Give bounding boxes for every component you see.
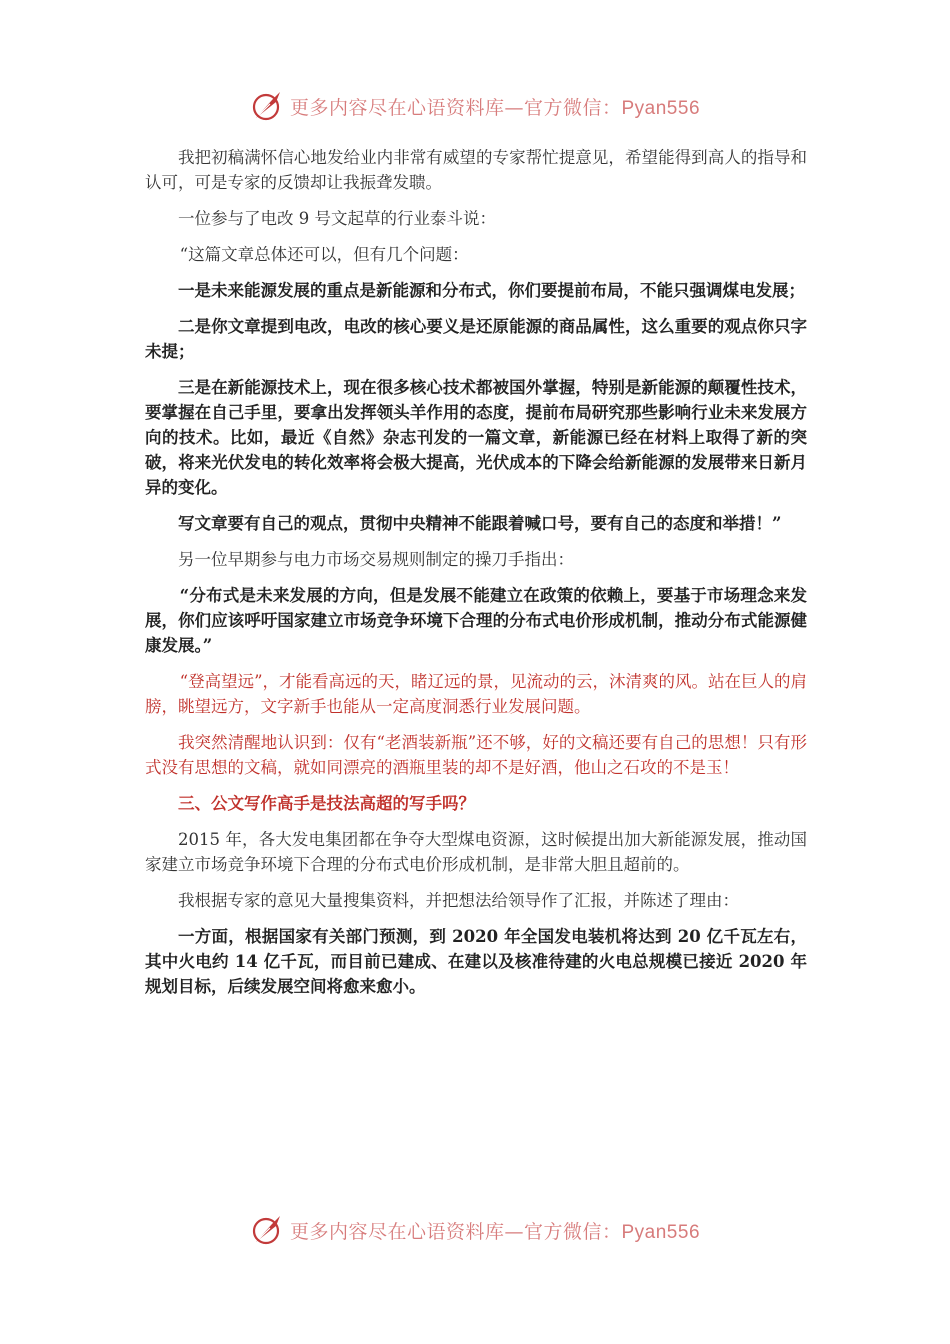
paragraph-bold: 三是在新能源技术上，现在很多核心技术都被国外掌握，特别是新能源的颠覆性技术，要掌握在自己手里，要拿出发挥领头羊作用的态度，提前布局研究那些影响行业未来发展方向的技术。比如，最近《自然》杂志刊发的一篇文章，新能源已经在材料上取得了新的突破，将来光伏发电的转化效率将会极大提高，光伏成本的下降会给新能源的发展带来日新月异的变化。 xyxy=(145,378,807,497)
paragraph: 一位参与了电改 9 号文起草的行业泰斗说： xyxy=(178,209,496,228)
document-body xyxy=(145,145,807,1010)
paragraph-red: 我突然清醒地认识到：仅有“老酒装新瓶”还不够，好的文稿还要有自己的思想！只有形式没有思想的文稿，就如同漂亮的酒瓶里装的却不是好酒，他山之石攻的不是玉！ xyxy=(145,733,807,777)
quill-logo-icon xyxy=(250,88,286,124)
banner-wechat-id: Pyan556 xyxy=(621,97,701,119)
paragraph-bold: 一是未来能源发展的重点是新能源和分布式，你们要提前布局，不能只强调煤电发展； xyxy=(178,281,805,300)
quill-logo-icon xyxy=(250,1212,286,1248)
banner-main: 更多内容尽在心语资料库 xyxy=(289,96,505,119)
banner-main: 更多内容尽在心语资料库 xyxy=(289,1220,505,1243)
paragraph: 我把初稿满怀信心地发给业内非常有威望的专家帮忙提意见，希望能得到高人的指导和认可，可是专家的反馈却让我振聋发聩。 xyxy=(145,148,807,192)
paragraph: 2015 年，各大发电集团都在争夺大型煤电资源，这时候提出加大新能源发展，推动国家建立市场竞争环境下合理的分布式电价形成机制，是非常大胆且超前的。 xyxy=(145,830,807,874)
banner-text xyxy=(290,1217,700,1244)
paragraph-bold: 写文章要有自己的观点，贯彻中央精神不能跟着喊口号，要有自己的态度和举措！” xyxy=(178,514,782,533)
paragraph-bold: 二是你文章提到电改，电改的核心要义是还原能源的商品属性，这么重要的观点你只字未提； xyxy=(145,317,807,361)
footer-banner xyxy=(0,1210,950,1250)
section-heading: 三、公文写作高手是技法高超的写手吗？ xyxy=(178,794,475,813)
banner-text xyxy=(290,93,700,120)
banner-wechat-label: 官方微信： xyxy=(523,1220,622,1243)
header-banner xyxy=(0,86,950,126)
banner-dash: — xyxy=(504,96,524,119)
banner-dash: — xyxy=(504,1220,524,1243)
paragraph: “这篇文章总体还可以，但有几个问题： xyxy=(179,245,469,264)
paragraph-bold: “分布式是未来发展的方向，但是发展不能建立在政策的依赖上，要基于市场理念来发展，你们应该呼吁国家建立市场竞争环境下合理的分布式电价形成机制，推动分布式能源健康发展。” xyxy=(145,586,807,655)
paragraph-bold: 一方面，根据国家有关部门预测，到 2020 年全国发电装机将达到 20 亿千瓦左右，其中火电约 14 亿千瓦，而目前已建成、在建以及核准待建的火电总规模已接近 2020 年规划目标，后续发展空间将愈来愈小。 xyxy=(145,927,807,996)
paragraph-red: “登高望远”，才能看高远的天，睹辽远的景，见流动的云，沐清爽的风。站在巨人的肩膀，眺望远方，文字新手也能从一定高度洞悉行业发展问题。 xyxy=(145,672,808,716)
banner-wechat-id: Pyan556 xyxy=(621,1221,701,1243)
paragraph: 另一位早期参与电力市场交易规则制定的操刀手指出： xyxy=(178,550,574,569)
banner-wechat-label: 官方微信： xyxy=(523,96,622,119)
paragraph: 我根据专家的意见大量搜集资料，并把想法给领导作了汇报，并陈述了理由： xyxy=(178,891,739,910)
